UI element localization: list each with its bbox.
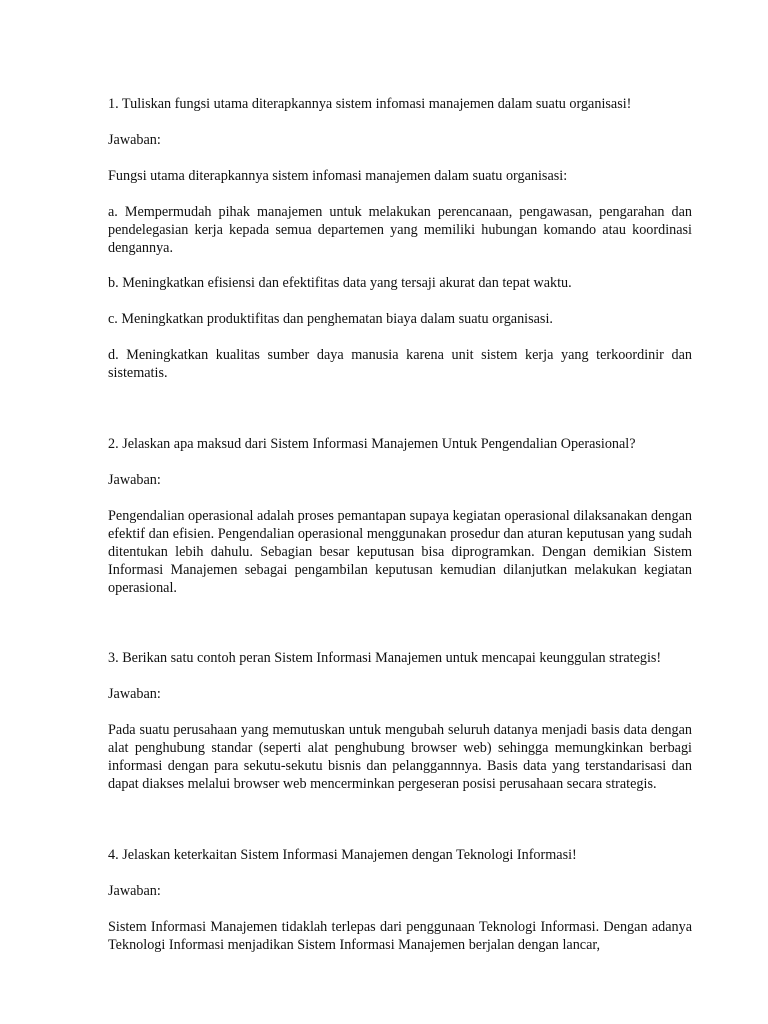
question-1: 1. Tuliskan fungsi utama diterapkannya sistem infomasi manajemen dalam suatu organisasi! xyxy=(108,96,632,112)
question-2: 2. Jelaskan apa maksud dari Sistem Informasi Manajemen Untuk Pengendalian Operasional? xyxy=(108,436,636,453)
answer-label-3: Jawaban: xyxy=(108,686,161,703)
section-spacer xyxy=(108,615,692,650)
answer-2-text: Pengendalian operasional adalah proses pemantapan supaya kegiatan operasional dilaksanakan dengan efektif dan efisien. Pengendalian operasional menggunakan prosedur dan aturan keputusan yang sudah ditentukan lebih dahulu. Sebagian besar keputusan bisa diprogramkan. Dengan demikian Sistem Informasi Manajemen sebagai pengambilan keputusan kemudian dilanjutkan melakukan kegiatan operasional. xyxy=(108,507,692,596)
answer-1-item-a: a. Mempermudah pihak manajemen untuk melakukan perencanaan, pengawasan, pengarahan dan pendelegasian kerja kepada semua departemen yang memiliki hubungan komando atau koordinasi dengannya. xyxy=(108,203,692,256)
answer-1-item-d: d. Meningkatkan kualitas sumber daya manusia karena unit sistem kerja yang terkoordinir dan sistematis. xyxy=(108,347,692,382)
document-page xyxy=(108,96,692,972)
section-spacer xyxy=(108,401,692,436)
answer-4-text: Sistem Informasi Manajemen tidaklah terlepas dari penggunaan Teknologi Informasi. Dengan adanya Teknologi Informasi menjadikan Sistem Informasi Manajemen berjalan dengan lancar, xyxy=(108,918,692,953)
answer-1-item-c: c. Meningkatkan produktifitas dan penghematan biaya dalam suatu organisasi. xyxy=(108,311,553,328)
question-4: 4. Jelaskan keterkaitan Sistem Informasi Manajemen dengan Teknologi Informasi! xyxy=(108,846,577,863)
answer-label-4: Jawaban: xyxy=(108,882,161,899)
answer-1-intro: Fungsi utama diterapkannya sistem infomasi manajemen dalam suatu organisasi: xyxy=(108,167,568,184)
question-3: 3. Berikan satu contoh peran Sistem Informasi Manajemen untuk mencapai keunggulan strategis! xyxy=(108,650,662,667)
answer-3-text: Pada suatu perusahaan yang memutuskan untuk mengubah seluruh datanya menjadi basis data dengan alat penghubung standar (seperti alat penghubung browser web) sehingga memungkinkan berbagi informasi dengan para sekutu-sekutu bisnis dan pelanggannnya. Basis data yang terstandarisasi dan dapat diakses melalui browser web mencerminkan pergeseran posisi perusahaan secara strategis. xyxy=(108,722,692,792)
answer-label-2: Jawaban: xyxy=(108,471,161,488)
section-spacer xyxy=(108,812,692,847)
answer-label-1: Jawaban: xyxy=(108,131,161,148)
answer-1-item-b: b. Meningkatkan efisiensi dan efektifitas data yang tersaji akurat dan tepat waktu. xyxy=(108,275,572,292)
